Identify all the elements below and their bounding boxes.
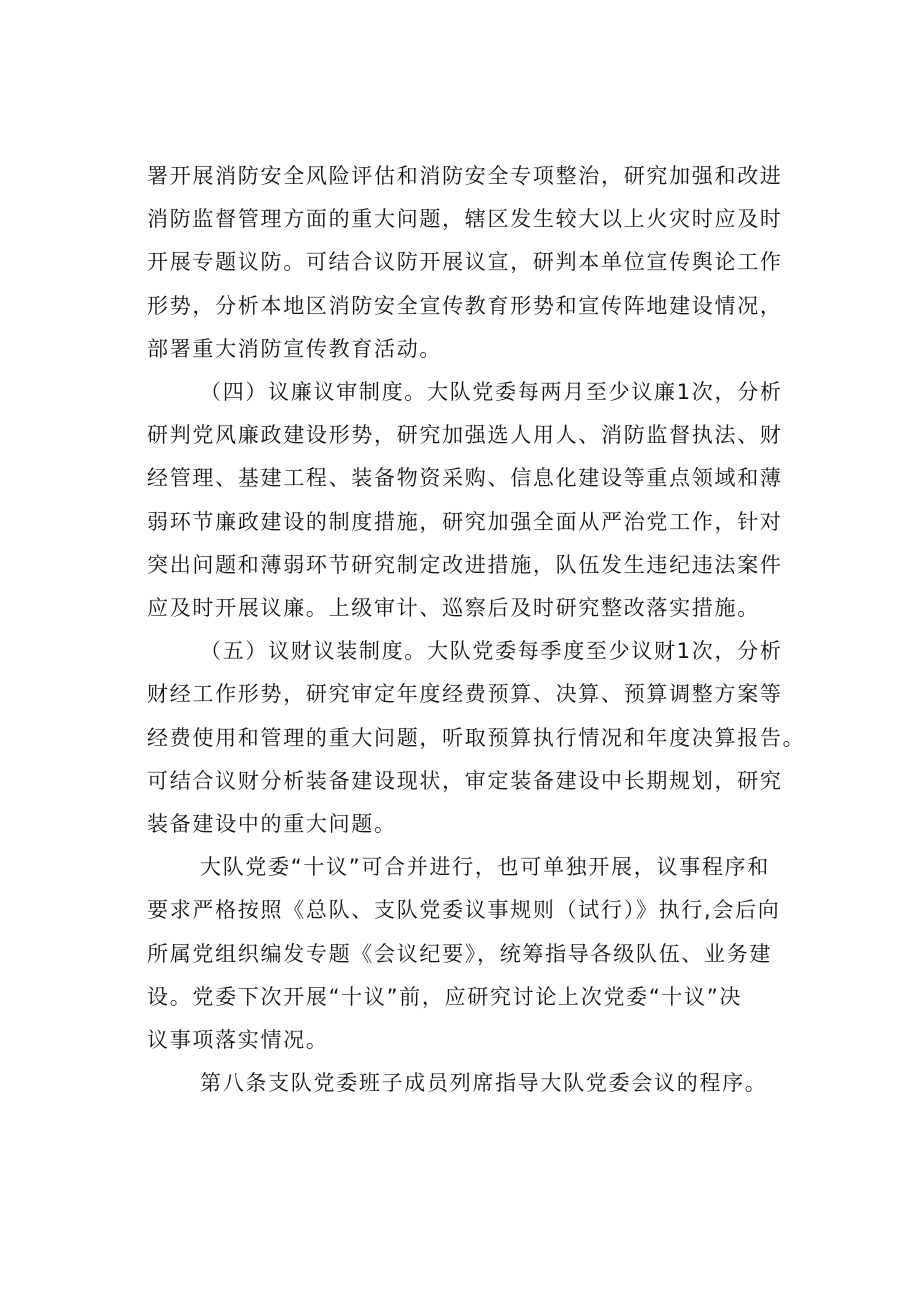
paragraph-fire-prevention-continued [147, 155, 807, 371]
text-line: 应及时开展议廉。上级审计、巡察后及时研究整改落实措施。 [147, 596, 760, 621]
text-line: （五）议财议装制度。大队党委每季度至少议财1次，分析 [200, 639, 783, 664]
text-line: 消防监督管理方面的重大问题，辖区发生较大以上火灾时应及时 [147, 207, 783, 232]
text-line: （四）议廉议审制度。大队党委每两月至少议廉1次，分析 [200, 380, 783, 405]
text-line: 装备建设中的重大问题。 [147, 812, 397, 837]
paragraph-finance-equipment-system [147, 630, 807, 846]
text-line: 弱环节廉政建设的制度措施，研究加强全面从严治党工作，针对 [147, 509, 783, 534]
paragraph-ten-discussions-procedure [147, 846, 807, 1062]
text-line: 财经工作形势，研究审定年度经费预算、决算、预算调整方案等 [147, 682, 783, 707]
text-line: 形势，分析本地区消防安全宣传教育形势和宣传阵地建设情况， [147, 293, 783, 318]
text-line: 署开展消防安全风险评估和消防安全专项整治，研究加强和改进 [147, 164, 783, 188]
text-line: 经管理、基建工程、装备物资采购、信息化建设等重点领域和薄 [147, 466, 783, 491]
text-line: 第八条支队党委班子成员列席指导大队党委会议的程序。 [200, 1071, 768, 1096]
text-line: 部署重大消防宣传教育活动。 [147, 336, 443, 361]
text-line: 议事项落实情况。 [147, 1028, 329, 1053]
text-line: 设。党委下次开展“十议”前，应研究讨论上次党委“十议”决 [147, 984, 743, 1009]
text-line: 研判党风廉政建设形势，研究加强选人用人、消防监督执法、财 [147, 423, 783, 448]
paragraph-article-eight [147, 1062, 807, 1105]
text-line: 经费使用和管理的重大问题，听取预算执行情况和年度决算报告。 [147, 725, 806, 750]
text-line: 大队党委“十议”可合并进行，也可单独开展，议事程序和 [200, 855, 770, 880]
paragraph-integrity-audit-system [147, 371, 807, 630]
text-line: 所属党组织编发专题《会议纪要》，统筹指导各级队伍、业务建 [147, 941, 773, 966]
text-line: 开展专题议防。可结合议防开展议宣，研判本单位宣传舆论工作 [147, 250, 783, 275]
text-line: 可结合议财分析装备建设现状，审定装备建设中长期规划，研究 [147, 768, 783, 793]
text-line: 突出问题和薄弱环节研究制定改进措施，队伍发生违纪违法案件 [147, 552, 783, 577]
document-body [147, 155, 807, 1105]
text-line: 要求严格按照《总队、支队党委议事规则（试行）》执行,会后向 [147, 898, 781, 923]
